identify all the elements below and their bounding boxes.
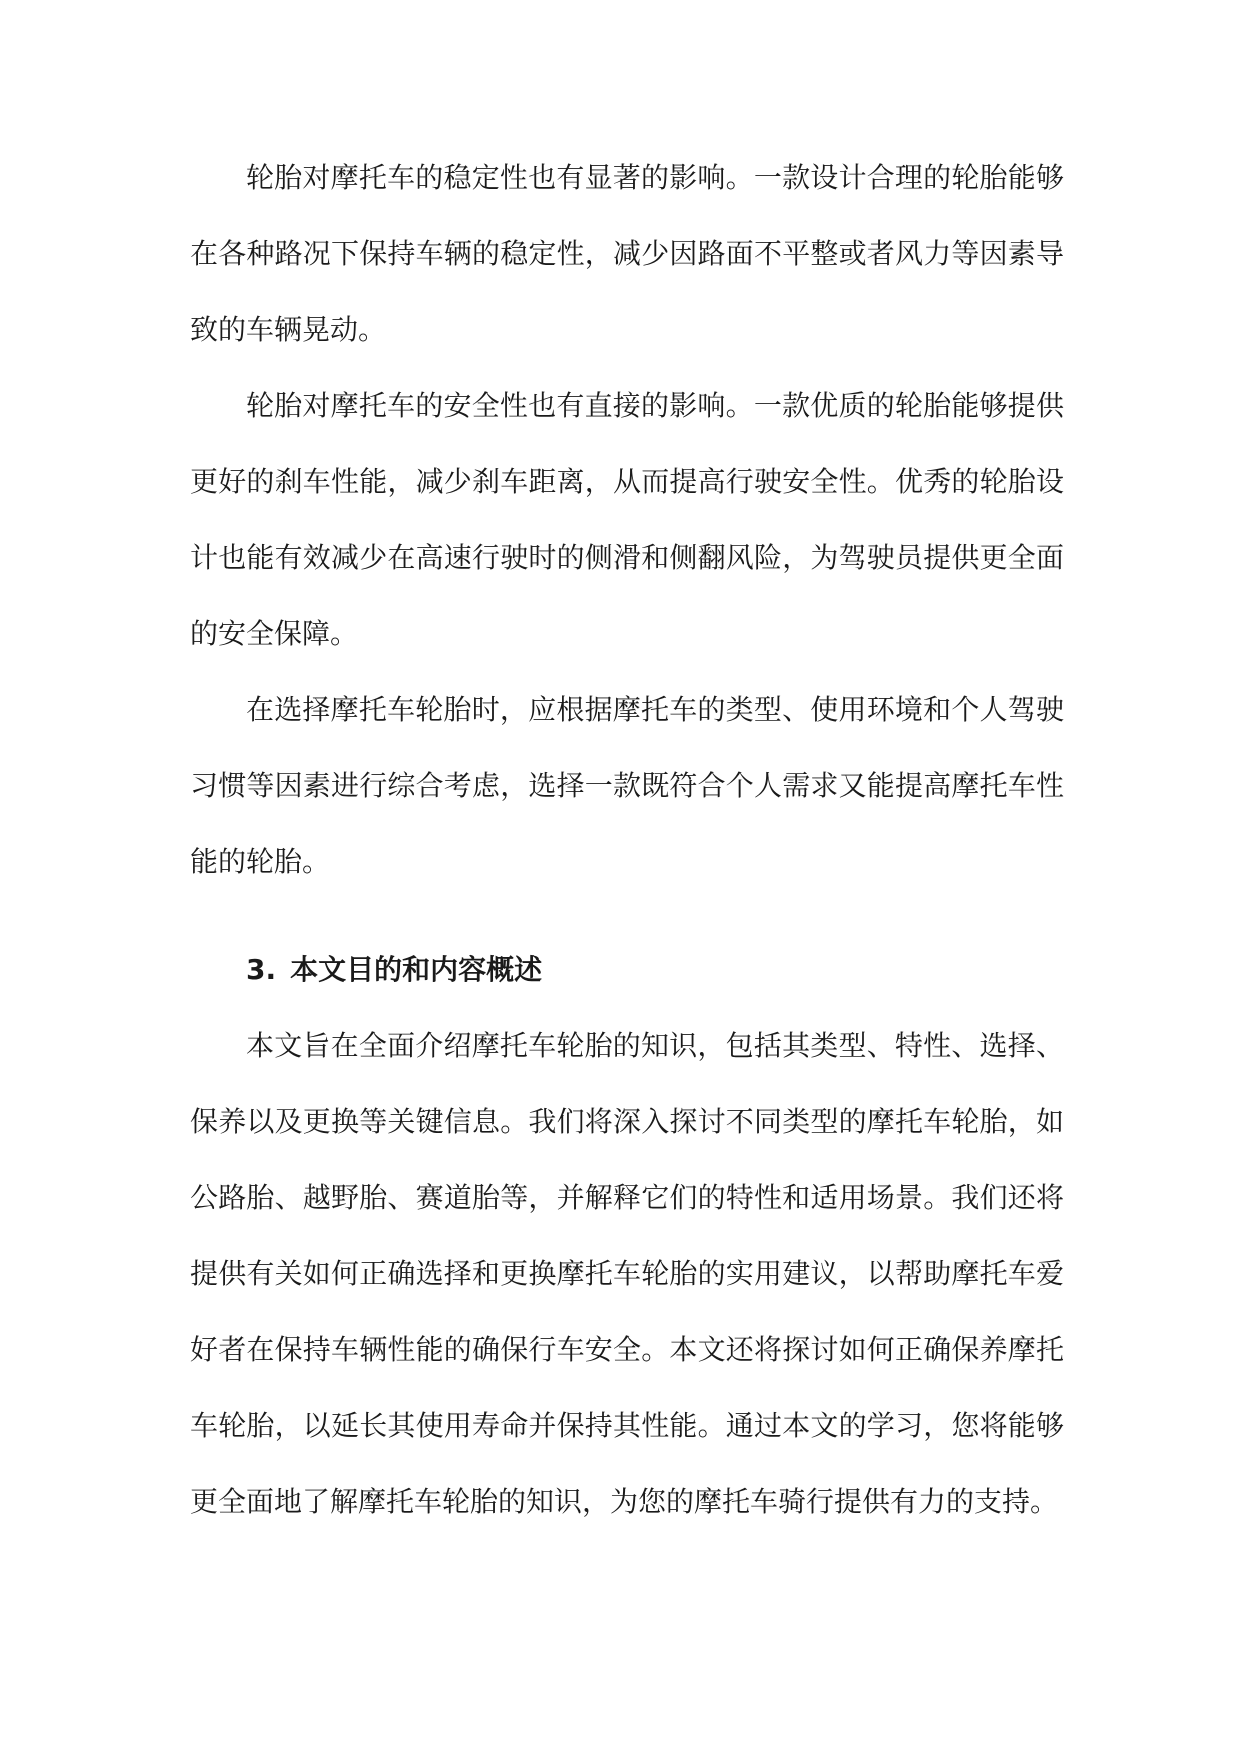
paragraph-tire-stability: 轮胎对摩托车的稳定性也有显著的影响。一款设计合理的轮胎能够在各种路况下保持车辆的稳定性，减少因路面不平整或者风力等因素导致的车辆晃动。: [190, 161, 1064, 346]
paragraph-tire-selection: 在选择摩托车轮胎时，应根据摩托车的类型、使用环境和个人驾驶习惯等因素进行综合考虑，选择一款既符合个人需求又能提高摩托车性能的轮胎。: [190, 693, 1064, 878]
section-number: 3.: [246, 953, 277, 986]
document-body: [190, 140, 1064, 1540]
section-title: 本文目的和内容概述: [290, 953, 543, 986]
paragraph-purpose-overview: 本文旨在全面介绍摩托车轮胎的知识，包括其类型、特性、选择、保养以及更换等关键信息。我们将深入探讨不同类型的摩托车轮胎，如公路胎、越野胎、赛道胎等，并解释它们的特性和适用场景。我们还将提供有关如何正确选择和更换摩托车轮胎的实用建议，以帮助摩托车爱好者在保持车辆性能的确保行车安全。本文还将探讨如何正确保养摩托车轮胎，以延长其使用寿命并保持其性能。通过本文的学习，您将能够更全面地了解摩托车轮胎的知识，为您的摩托车骑行提供有力的支持。: [190, 1029, 1064, 1518]
section-heading: [190, 932, 1064, 1008]
paragraph-tire-safety: 轮胎对摩托车的安全性也有直接的影响。一款优质的轮胎能够提供更好的刹车性能，减少刹车距离，从而提高行驶安全性。优秀的轮胎设计也能有效减少在高速行驶时的侧滑和侧翻风险，为驾驶员提供更全面的安全保障。: [190, 389, 1064, 650]
